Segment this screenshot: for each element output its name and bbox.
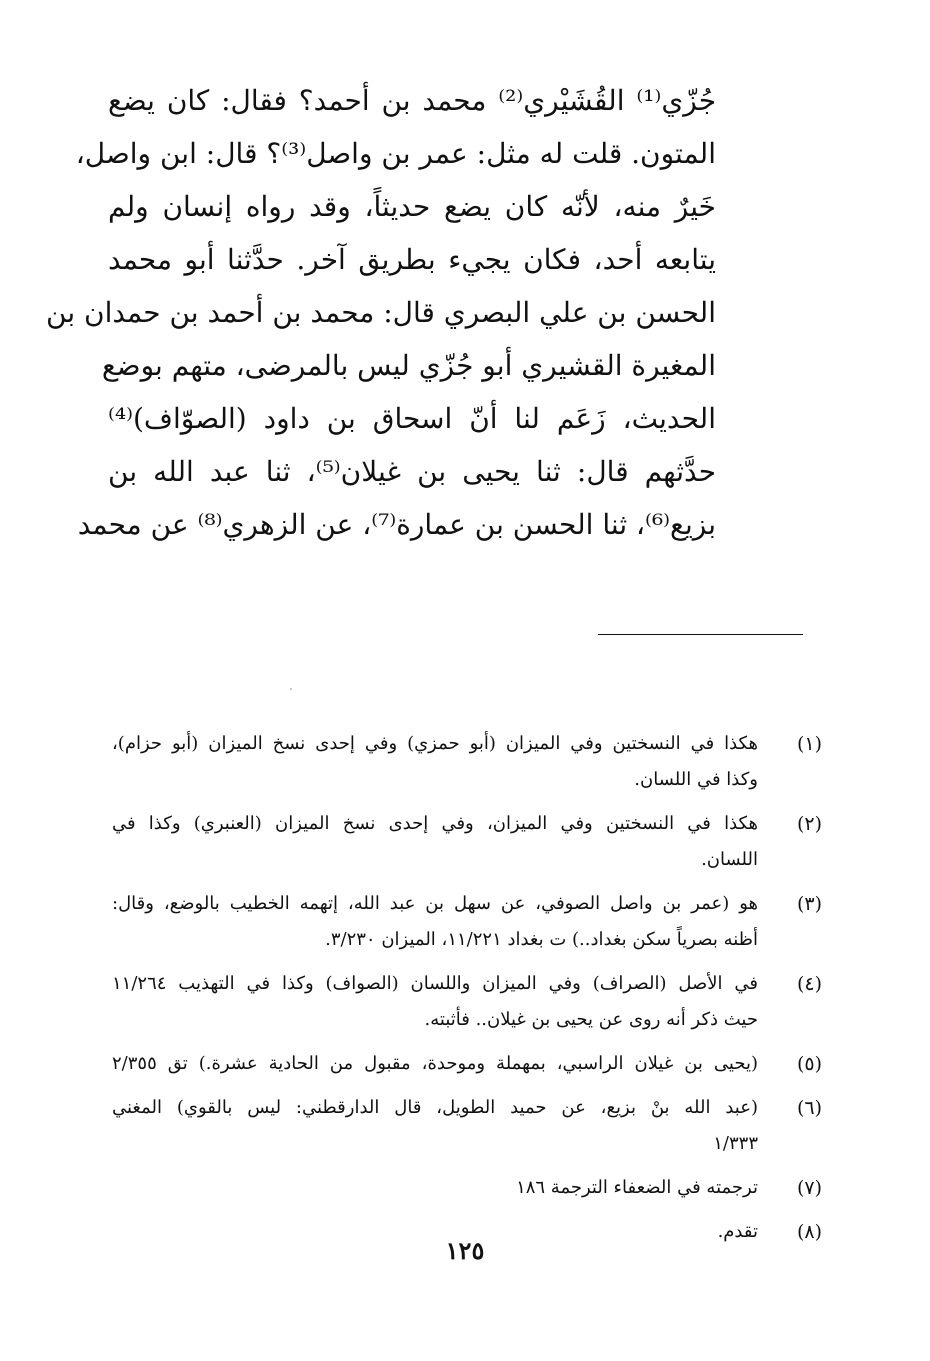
footnote-line: في الأصل (الصراف) وفي الميزان واللسان (الصواف) وكذا في التهذيب ١١/٢٦٤ [112,973,758,994]
footnotes [112,726,822,1258]
main-text-line: يتابعه أحد، فكان يجيء بطريق آخر. حدَّثنا أبو محمد [108,243,716,276]
footnote-line: تقدم. [717,1221,758,1242]
footnote-number: (٧) [796,1177,822,1199]
main-text [46,74,717,551]
footnote [112,1090,822,1162]
main-text-line: المتون. قلت له مثل: عمر بن واصل⁽³⁾؟ قال: ابن واصل، [75,137,716,170]
main-text-line: المغيرة القشيري أبو جُزّي ليس بالمرضى، متهم بوضع [101,349,716,382]
footnote-line: حيث ذكر أنه روى عن يحيى بن غيلان.. فأثبته. [424,1009,758,1030]
footnote [112,966,822,1038]
footnote-line: ١/٣٣٣ [713,1133,758,1154]
footnote-line: هكذا في النسختين وفي الميزان (أبو حمزي) وفي إحدى نسخ الميزان (أبو حزام)، [112,733,758,754]
footnote [112,806,822,878]
footnote-number: (٣) [796,893,822,915]
footnote [112,1170,822,1206]
footnote-number: (١) [796,733,822,755]
main-text-line: حدَّثهم قال: ثنا يحيى بن غيلان⁽⁵⁾، ثنا عبد الله بن [108,455,716,488]
footnote-line: هكذا في النسختين وفي الميزان، وفي إحدى نسخ الميزان (العنبري) وكذا في [112,813,758,834]
main-text-line: جُزّي⁽¹⁾ القُشَيْري⁽²⁾ محمد بن أحمد؟ فقال: كان يضع [108,84,717,117]
main-text-line: الحديث، زَعَم لنا أنّ اسحاق بن داود (الصوّاف)⁽⁴⁾ [108,402,716,435]
main-text-line: خَيرٌ منه، لأنّه كان يضع حديثاً، وقد رواه إنسان ولم [108,190,716,223]
scan-speck [290,688,292,690]
footnote-line: (عبد الله بنْ بزيع، عن حميد الطويل، قال الدارقطني: ليس بالقوي) المغني [112,1097,758,1118]
main-text-line: الحسن بن علي البصري قال: محمد بن أحمد بن حمدان بن [46,296,716,329]
footnote-line: ترجمته في الضعفاء الترجمة ١٨٦ [516,1177,758,1198]
footnote [112,886,822,958]
main-text-line: بزيع⁽⁶⁾، ثنا الحسن بن عمارة⁽⁷⁾، عن الزهري⁽⁸⁾ عن محمد [77,508,716,541]
footnote-line: اللسان. [701,849,758,870]
footnote-line: هو (عمر بن واصل الصوفي، عن سهل بن عبد الله، إتهمه الخطيب بالوضع، وقال: [112,893,758,914]
footnote [112,726,822,798]
footnote-separator [598,634,803,635]
footnote-line: أظنه بصرياً سكن بغداد..) ت بغداد ١١/٢٢١، الميزان ٣/٢٣٠. [325,929,758,950]
footnote-line: (يحيى بن غيلان الراسبي، بمهملة وموحدة، مقبول من الحادية عشرة.) تق ٢/٣٥٥ [112,1053,758,1074]
footnote-number: (٤) [796,973,822,995]
footnote-number: (٢) [796,813,822,835]
footnote-number: (٦) [796,1097,822,1119]
footnote [112,1046,822,1082]
footnote-number: (٨) [796,1221,822,1243]
footnote-line: وكذا في اللسان. [634,769,758,790]
footnote-number: (٥) [796,1053,822,1075]
page-number: ١٢٥ [445,1236,485,1265]
